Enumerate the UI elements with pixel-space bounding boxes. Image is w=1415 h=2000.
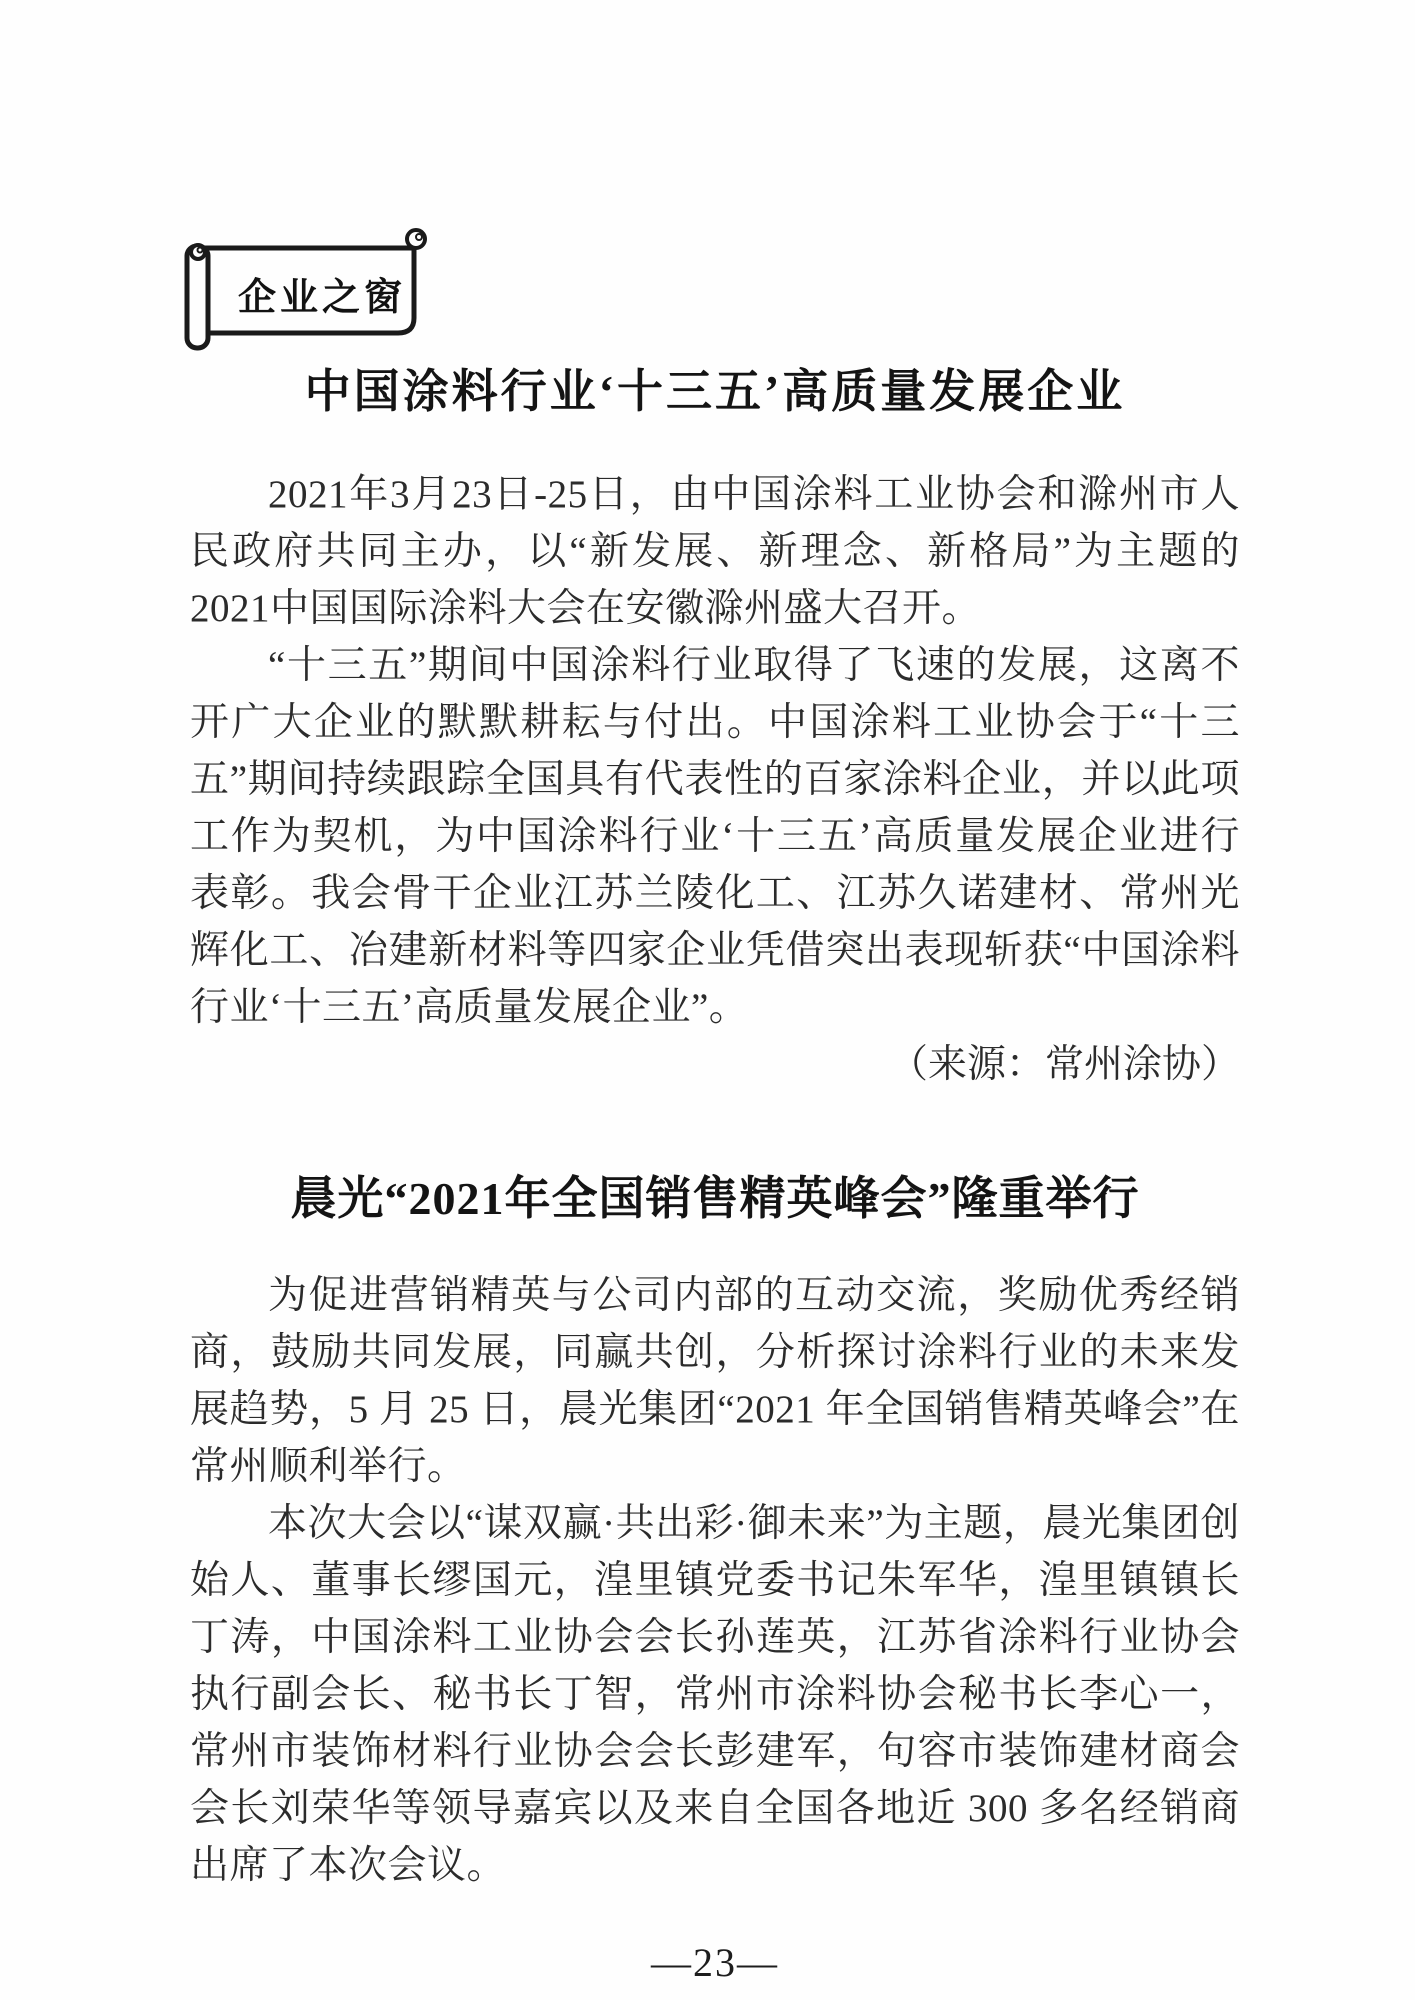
article1-paragraph-1: 2021年3月23日-25日，由中国涂料工业协会和滁州市人民政府共同主办，以“新发展、新理念、新格局”为主题的2021中国国际涂料大会在安徽滁州盛大召开。 — [190, 473, 1240, 630]
section-banner-label: 企业之窗 — [237, 277, 406, 319]
article1-source: （来源：常州涂协） — [888, 1043, 1240, 1086]
page-number: —23— — [651, 1940, 779, 1985]
article2-paragraph-2: 本次大会以“谋双赢·共出彩·御未来”为主题，晨光集团创始人、董事长缪国元，湟里镇党委书记朱军华，湟里镇镇长丁涛，中国涂料工业协会会长孙莲英，江苏省涂料行业协会执行副会长、秘书长丁智，常州市涂料协会秘书长李心一，常州市装饰材料行业协会会长彭建军，句容市装饰建材商会会长刘荣华等领导嘉宾以及来自全国各地近 300 多名经销商出席了本次会议。 — [190, 1502, 1240, 1887]
article2-paragraph-1: 为促进营销精英与公司内部的互动交流，奖励优秀经销商，鼓励共同发展，同赢共创，分析探讨涂料行业的未来发展趋势，5 月 25 日，晨光集团“2021 年全国销售精英峰会”在常州顺利举行。 — [190, 1274, 1240, 1488]
article1-title: 中国涂料行业‘十三五’高质量发展企业 — [304, 366, 1126, 417]
article2-title: 晨光“2021年全国销售精英峰会”隆重举行 — [290, 1173, 1140, 1224]
section-banner — [183, 226, 435, 354]
article1-paragraph-2: “十三五”期间中国涂料行业取得了飞速的发展，这离不开广大企业的默默耕耘与付出。中国涂料工业协会于“十三五”期间持续跟踪全国具有代表性的百家涂料企业，并以此项工作为契机，为中国涂料行业‘十三五’高质量发展企业进行表彰。我会骨干企业江苏兰陵化工、江苏久诺建材、常州光辉化工、冶建新材料等四家企业凭借突出表现斩获“中国涂料行业‘十三五’高质量发展企业”。 — [190, 644, 1240, 1029]
